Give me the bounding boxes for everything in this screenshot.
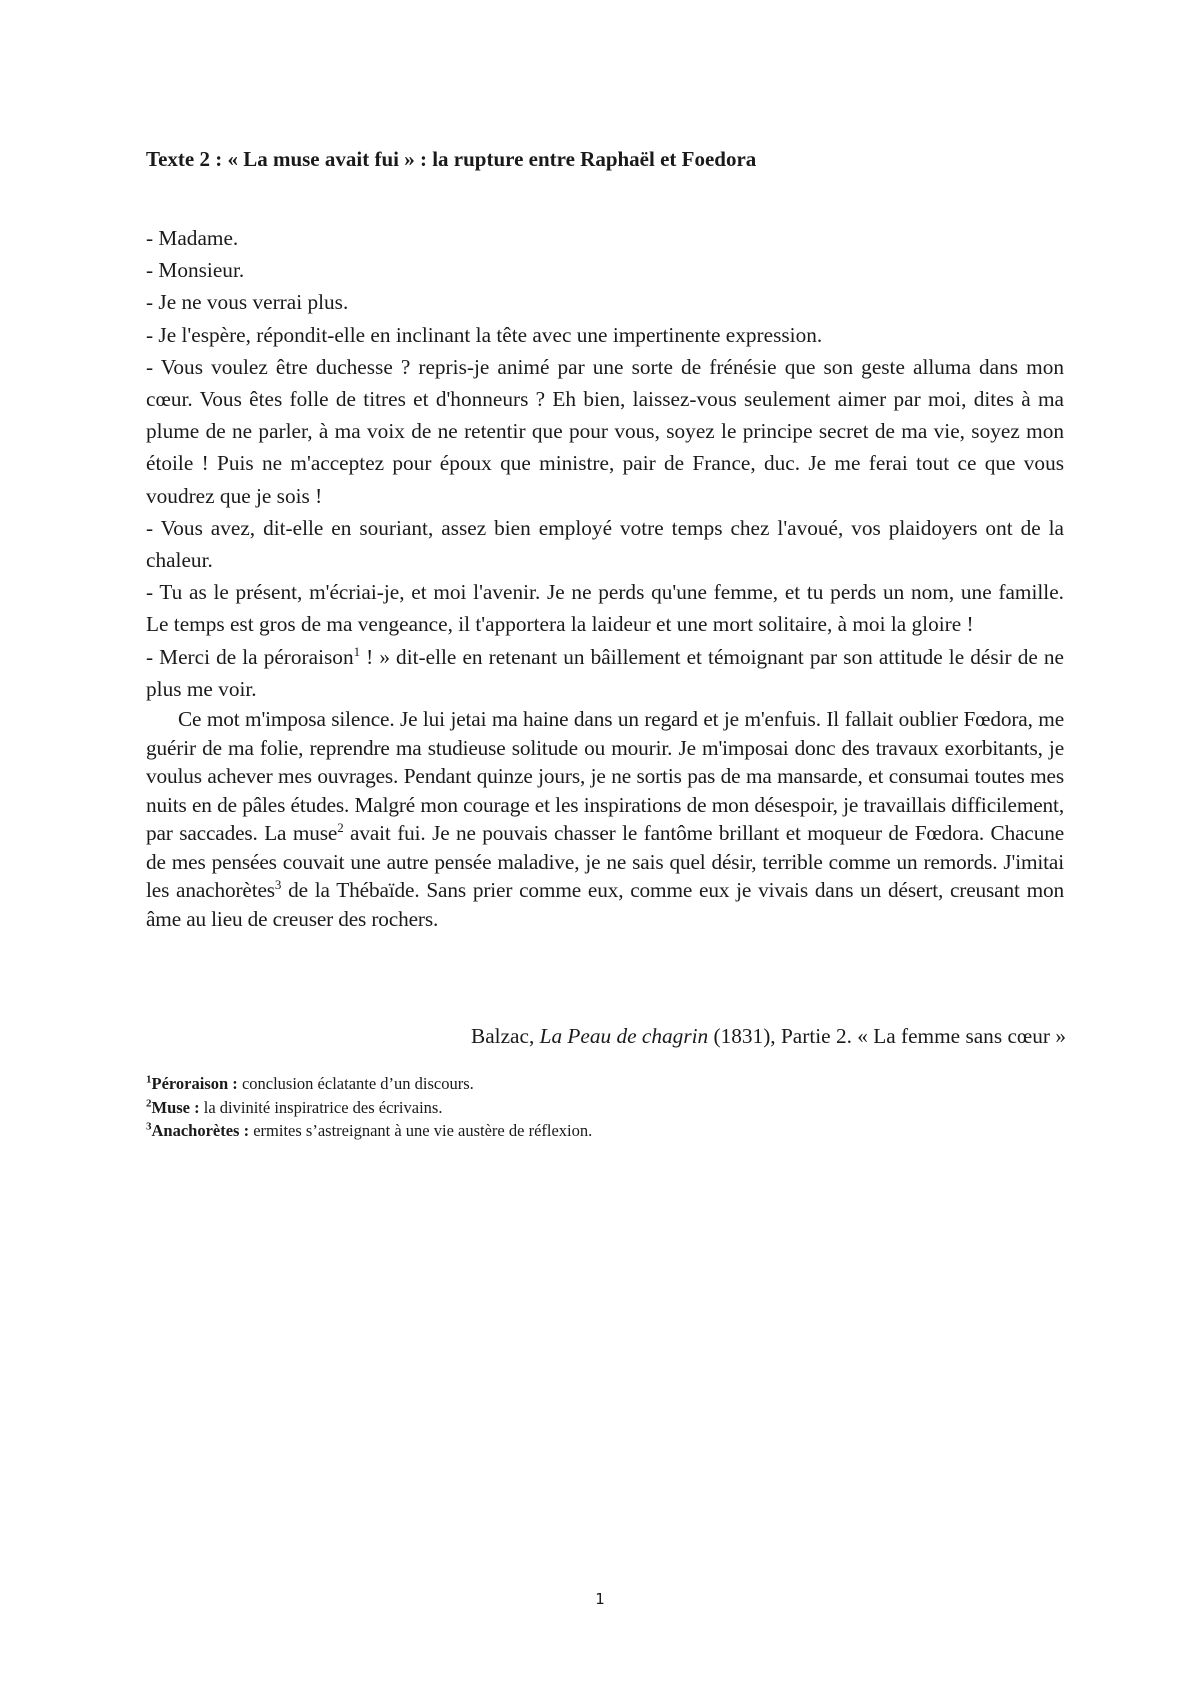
dialogue-line: - Vous avez, dit-elle en souriant, assez bien employé votre temps chez l'avoué, vos plaidoyers ont de la chaleur. — [146, 515, 1064, 573]
footnote-definition: la divinité inspiratrice des écrivains. — [199, 1097, 443, 1117]
dialogue-line: - Madame. — [146, 226, 239, 250]
narrative-paragraph — [146, 705, 1064, 933]
page-number: 1 — [595, 1590, 605, 1608]
source-details: (1831), Partie 2. « La femme sans cœur » — [708, 1024, 1066, 1048]
source-author: Balzac, — [471, 1024, 540, 1048]
footnote-ref: 1 — [353, 643, 361, 659]
paragraph-text: Ce mot m'imposa silence. Je lui jetai ma haine dans un regard et je m'enfuis. Il fallait oublier Fœdora, me guérir de ma folie, reprendre ma studieuse solitude ou mourir. Je m'imposai donc des travaux exorbitants, je voulus achever mes ouvrages. Pendant quinze jours, je ne sortis pas de ma mansarde, et consumai toutes mes nuits en de pâles études. Malgré mon courage et les inspirations de mon désespoir, je travaillais difficilement, par saccades. La muse — [146, 707, 1064, 846]
footnote-item — [146, 1119, 592, 1143]
paragraph-text: de la Thébaïde. Sans prier comme eux, comme eux je vivais dans un désert, creusant mon âme au lieu de creuser des rochers. — [146, 878, 1064, 931]
dialogue-line: - Vous voulez être duchesse ? repris-je animé par une sorte de frénésie que son geste alluma dans mon cœur. Vous êtes folle de titres et d'honneurs ? Eh bien, laissez-vous seulement aimer par moi, dites à ma plume de ne parler, à ma voix de ne retentir que pour vous, soyez le principe secret de ma vie, soyez mon étoile ! Puis ne m'acceptez pour époux que ministre, pair de France, duc. Je me ferai tout ce que vous voudrez que je sois ! — [146, 354, 1064, 508]
footnote-item — [146, 1072, 592, 1096]
footnotes — [146, 1072, 592, 1143]
dialogue-line-last — [146, 641, 1064, 705]
dialogue-text: - Merci de la péroraison — [146, 644, 354, 669]
footnote-definition: conclusion éclatante d’un discours. — [237, 1074, 474, 1093]
footnote-number: 3 — [146, 1120, 152, 1133]
dialogue-line: - Je l'espère, répondit-elle en inclinant la tête avec une impertinente expression. — [146, 322, 823, 347]
document-title: Texte 2 : « La muse avait fui » : la rupture entre Raphaël et Foedora — [146, 147, 757, 171]
footnote-term: Péroraison : — [151, 1074, 238, 1093]
paragraph-text: avait fui. Je ne pouvais chasser le fantôme brillant et moqueur de Fœdora. Chacune de mes pensées couvait une autre pensée maladive, je ne sais quel désir, terrible comme un remords. J'imitai les anachorètes — [146, 821, 1064, 903]
source-citation — [471, 1022, 1066, 1050]
dialogue-text: ! » dit-elle en retenant un bâillement et témoignant par son attitude le désir de ne plus me voir. — [146, 644, 1064, 701]
footnote-ref: 2 — [337, 819, 344, 835]
footnote-term: Muse : — [151, 1097, 200, 1117]
footnote-item — [146, 1096, 592, 1120]
extract-text — [146, 222, 1064, 933]
dialogue-line: - Monsieur. — [146, 258, 245, 283]
dialogue-line: - Tu as le présent, m'écriai-je, et moi l'avenir. Je ne perds qu'une femme, et tu perds un nom, une famille. Le temps est gros de ma vengeance, il t'apportera la laideur et une mort solitaire, à moi la gloire ! — [146, 580, 1064, 637]
source-work: La Peau de chagrin — [539, 1024, 709, 1048]
footnote-number: 1 — [146, 1073, 152, 1086]
footnote-term: Anachorètes : — [151, 1121, 250, 1140]
footnote-number: 2 — [146, 1097, 152, 1109]
footnote-ref: 3 — [274, 876, 282, 892]
footnote-definition: ermites s’astreignant à une vie austère de réflexion. — [249, 1121, 593, 1140]
dialogue-line: - Je ne vous verrai plus. — [146, 290, 349, 315]
